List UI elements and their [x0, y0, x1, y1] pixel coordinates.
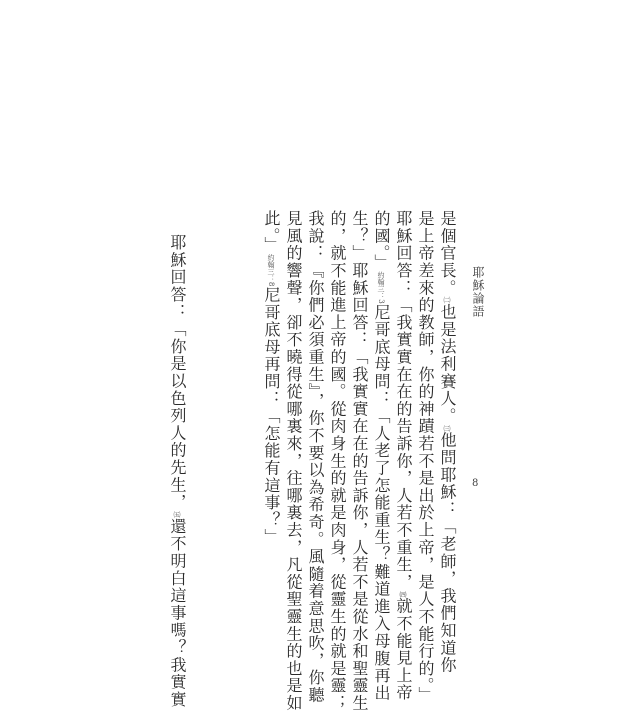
text-run: 是個官長。: [438, 210, 457, 297]
footnote-marker: ㈢: [443, 424, 451, 432]
text-run: 就不能見上帝: [394, 597, 413, 702]
text-run: 尼哥底母再問：「怎能有這事？」: [262, 286, 281, 546]
text-column: [348, 210, 370, 712]
text-column: [260, 210, 282, 546]
text-column: [326, 210, 348, 712]
running-head: 耶穌論語: [471, 266, 485, 318]
text-run: 的國。」: [372, 210, 391, 272]
footnote-marker: 約翰三：3: [377, 271, 385, 304]
text-run: 我說：『你們必須重生』，你不要以為希奇。風隨着意思吹，你聽: [306, 210, 325, 704]
text-run: 此。」: [262, 210, 281, 254]
text-run: 見風的響聲，卻不曉得從哪裏來，往哪裏去，凡從聖靈生的也是如: [284, 210, 303, 712]
text-run: 也是法利賽人。: [438, 303, 457, 425]
text-run: 還不明白這事嗎？我實實: [168, 517, 187, 709]
footnote-marker: ㈣: [399, 590, 407, 598]
text-column: [370, 210, 392, 702]
text-column: [414, 210, 436, 704]
text-column: [304, 210, 326, 704]
page-number: 8: [472, 478, 479, 489]
text-run: 生？」耶穌回答：「我實實在在的告訴你，人若不是從水和聖靈生: [350, 210, 369, 712]
text-run: 耶穌回答：「你是以色列人的先生，: [168, 234, 187, 511]
text-column: [392, 210, 414, 701]
text-column: [166, 234, 188, 708]
text-column: [436, 210, 458, 674]
footnote-marker: ㈤: [173, 510, 181, 518]
text-column: [282, 210, 304, 712]
text-run: 的，就不能進上帝的國。從肉身生的就是肉身，從靈生的就是靈；: [328, 210, 347, 712]
text-run: 尼哥底母問：「人老了怎能重生？難道進入母腹再出: [372, 303, 391, 702]
text-run: 他問耶穌：「老師，我們知道你: [438, 431, 457, 674]
text-run: 是上帝差來的教師，你的神蹟若不是出於上帝，是人不能行的。」: [416, 210, 435, 704]
text-run: 耶穌回答：「我實實在在的告訴你，人若不重生，: [394, 210, 413, 591]
footnote-marker: ㈡: [443, 296, 451, 304]
footnote-marker: 約翰三：8: [267, 253, 275, 287]
